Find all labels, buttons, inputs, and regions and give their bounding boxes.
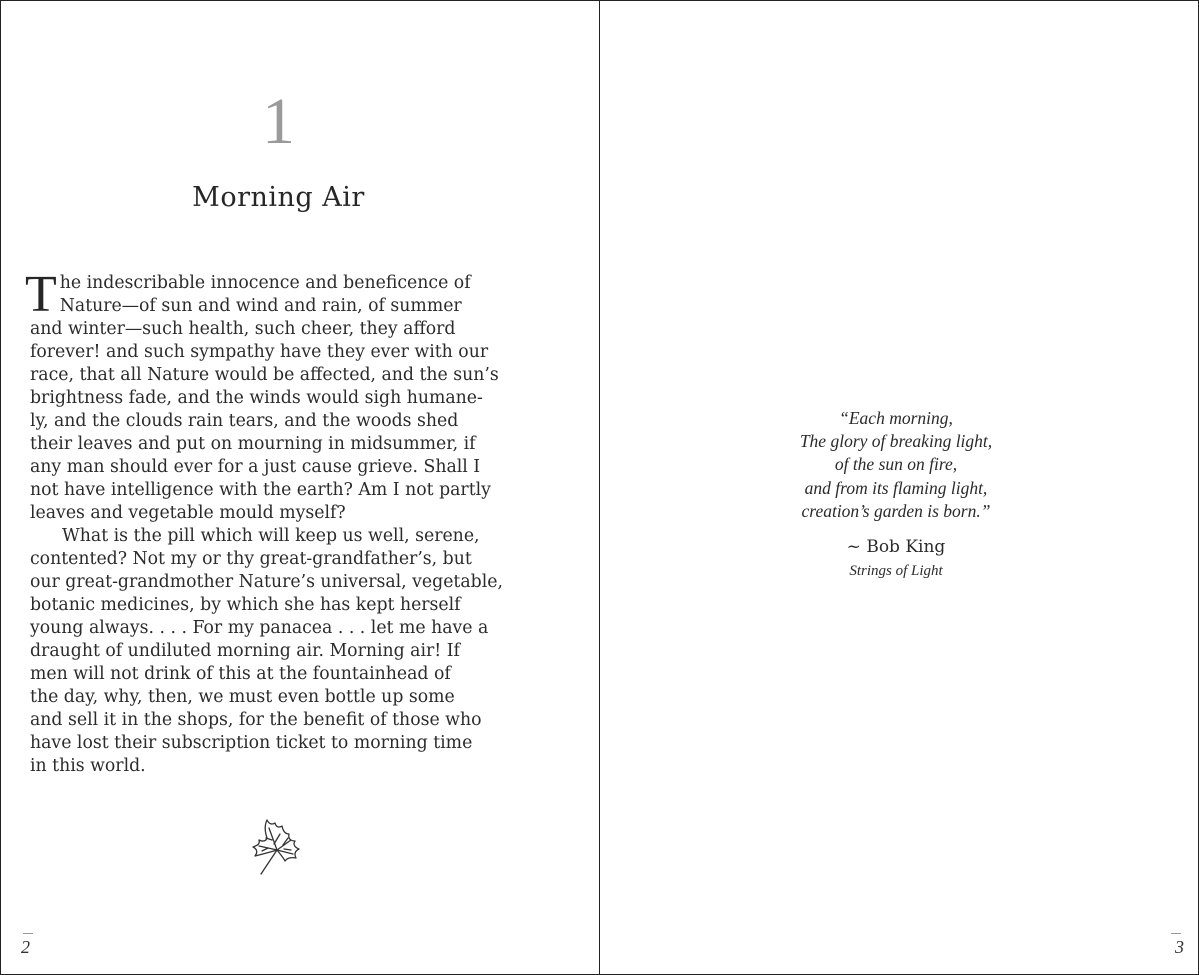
text-line: forever! and such sympathy have they ever with our <box>30 342 489 362</box>
maple-leaf-icon <box>247 814 311 878</box>
quote-line: creation’s garden is born.” <box>801 500 991 521</box>
text-line: our great-grandmother Nature’s universal, vegetable, <box>30 572 503 592</box>
page-number: 2 <box>21 937 30 957</box>
text-line: in this world. <box>30 756 146 776</box>
text-line: race, that all Nature would be affected, and the sun’s <box>30 365 499 385</box>
folio-rule <box>1171 933 1181 934</box>
text-line: draught of undiluted morning air. Morning air! If <box>30 641 460 661</box>
text-line: contented? Not my or thy great-grandfather’s, but <box>30 549 472 569</box>
text-line: and winter—such health, such cheer, they afford <box>30 319 456 339</box>
quote-attribution: ~ Bob King <box>846 537 946 557</box>
paragraph-1 <box>25 266 535 525</box>
text-line: and sell it in the shops, for the benefit of those who <box>30 710 482 730</box>
chapter-number: 1 <box>262 85 295 158</box>
chapter-title: Morning Air <box>192 182 365 213</box>
text-line: botanic medicines, by which she has kept herself <box>30 595 461 615</box>
drop-cap: T <box>25 266 57 323</box>
right-page <box>600 1 1198 974</box>
quote-line: of the sun on fire, <box>834 454 958 475</box>
text-line: the day, why, then, we must even bottle up some <box>30 687 455 707</box>
text-line: their leaves and put on mourning in midsummer, if <box>30 434 476 454</box>
epigraph-quote <box>596 407 1196 523</box>
quote-line: “Each morning, <box>839 408 953 428</box>
page-number: 3 <box>1175 937 1184 957</box>
paragraph-2 <box>30 525 535 778</box>
text-line: men will not drink of this at the fountainhead of <box>30 664 451 684</box>
left-page <box>1 1 600 974</box>
quote-line: The glory of breaking light, <box>799 431 993 452</box>
folio-rule <box>23 933 33 934</box>
text-line: What is the pill which will keep us well, serene, <box>62 526 480 546</box>
text-line: not have intelligence with the earth? Am I not partly <box>30 480 491 500</box>
text-line: have lost their subscription ticket to morning time <box>30 733 473 753</box>
quote-line: and from its flaming light, <box>804 477 988 498</box>
text-line: Nature—of sun and wind and rain, of summer <box>59 296 462 316</box>
text-line: brightness fade, and the winds would sigh humane- <box>30 388 483 408</box>
text-line: leaves and vegetable mould myself? <box>30 503 346 523</box>
quote-source: Strings of Light <box>849 563 943 579</box>
text-line: young always. . . . For my panacea . . . let me have a <box>30 618 489 638</box>
text-line: ly, and the clouds rain tears, and the woods shed <box>30 411 459 431</box>
text-line: any man should ever for a just cause grieve. Shall I <box>30 457 481 477</box>
text-line: he indescribable innocence and beneficence of <box>59 273 471 293</box>
body-text <box>25 266 535 778</box>
